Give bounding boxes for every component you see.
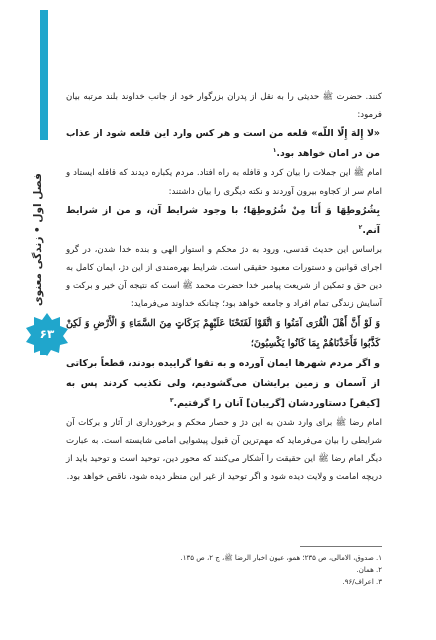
quote-2-text: بِشُرُوطِهَا وَ أَنَا مِنْ شُرُوطِهَا؛ با وجود شرایط آن، و من از شرایط آنم. [66,204,380,236]
paragraph-3: براساس این حدیث قدسی، ورود به دژ محکم و استوار الهی و بنده خدا شدن، در گرو اجرای قوانین و دستورات معبود حقیقی است. شرایط بهره‌مندی از این دژ، ایمان کامل به دین حق و تمکین از شریعت پیامبر خدا حضرت محمد ﷺ است که نتیجه آن خیر و برکت و آسایش زندگی تمام افراد و جامعه خواهد بود؛ چنانکه خداوند می‌فرماید: [66,244,382,310]
paragraph-4: امام رضا ﷺ برای وارد شدن به این دژ و حصار محکم و برخورداری از آثار و برکات آن شرایطی را بیان می‌فرماید که مهم‌ترین آن قبول پیشوایی امامی شایسته است. به عبارت دیگر امام رضا ﷺ این حقیقت را آشکار می‌کنند که محور دین، توحید است و توحید باید از دریچه امامت و ولایت دیده شود و اگر توحید از غیر این منظر دیده شود، ناقص خواهد بود. [66,417,382,483]
footnotes [66,552,382,588]
page-number: ۶۳ [39,327,55,341]
quote-1 [66,124,382,164]
running-title-box [30,140,52,340]
footnote-3: ۳. اعراف/۹۶. [342,578,382,586]
paragraph-1: کنند. حضرت ﷺ حدیثی را به نقل از پدران بزرگوار خود از جانب خداوند بلند مرتبه بیان فرمود: [66,92,382,121]
quote-3-translation-text: و اگر مردم شهرها ایمان آورده و به تقوا گراییده بودند، قطعاً برکاتی از آسمان و زمین برایشان می‌گشودیم، ولی تکذیب کردند پس به [کیفر] دستاوردشان [گریبان] آنان را گرفتیم. [66,357,380,409]
main-text [66,88,382,486]
quote-3-arabic: وَ لَوْ أَنَّ أَهْلَ الْقُرَى آمَنُوا وَ اتَّقَوْا لَفَتَحْنَا عَلَيْهِمْ بَرَكَاتٍ مِنَ السَّمَاءِ وَ الْأَرْضِ وَ لَكِنْ كَذَّبُوا فَأَخَذْنَاهُمْ بِمَا كَانُوا يَكْسِبُونَ؛ [66,317,380,349]
quote-2 [66,201,382,241]
quote-3-translation [66,354,382,414]
running-title: فصل اول • زندگی معنوی [32,173,44,307]
paragraph-2: امام ﷺ این جملات را بیان کرد و قافله به راه افتاد. مردم یکباره دیدند که قافله ایستاد و امام سر از کجاوه بیرون آوردند و نکته دیگری را بیان داشتند: [66,168,382,197]
footnote-2: ۲. همان. [356,566,382,574]
footnote-ref-1: ۱ [272,147,277,155]
quote-1-text: «لا إِلهَ إِلّا اللّه» قلعه من است و هر کس وارد این قلعه شود از عذاب من در امان خواهد بود. [66,128,380,160]
footnote-ref-2: ۲ [358,223,363,231]
footnote-1: ۱. صدوق، الامالی، ص ۲۳۵؛ همو، عیون اخبار الرضا ﷺ، ج ۲، ص ۱۳۵. [180,554,382,562]
footnote-divider [300,546,382,547]
footnote-ref-3: ۳ [169,396,174,404]
